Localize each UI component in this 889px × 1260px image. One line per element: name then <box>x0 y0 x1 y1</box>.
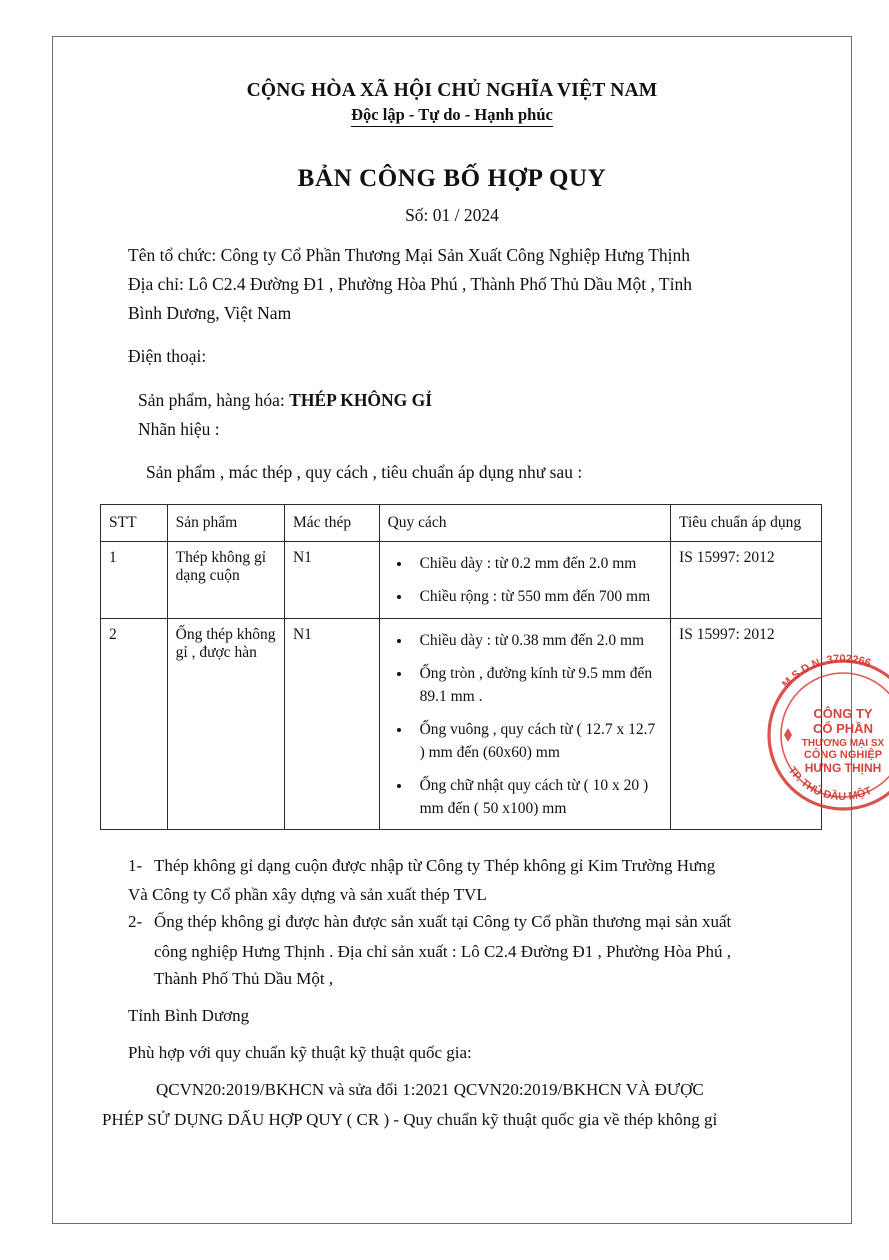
note-1 <box>128 852 810 879</box>
product-label: Sản phẩm, hàng hóa: <box>138 389 285 410</box>
note-2-continuation: công nghiệp Hưng Thịnh . Địa chỉ sản xuất : Lô C2.4 Đường Đ1 , Phường Hòa Phú , <box>154 941 731 961</box>
organization-value: Công ty Cổ Phần Thương Mại Sản Xuất Công Nghiệp Hưng Thịnh <box>220 245 691 265</box>
row1-product: Thép không gỉ dạng cuộn <box>167 541 284 618</box>
row2-grade: N1 <box>284 618 379 829</box>
row1-spec-item: • Chiều dày : từ 0.2 mm đến 2.0 mm <box>412 553 662 575</box>
national-header <box>94 80 810 127</box>
conformity-line1: QCVN20:2019/BKHCN và sửa đổi 1:2021 QCVN20:2019/BKHCN VÀ ĐƯỢC <box>156 1080 704 1100</box>
phone-line: Điện thoại: <box>128 346 207 367</box>
note-2-text: Ống thép không gỉ được hàn được sản xuất tại Công ty Cổ phần thương mại sản xuất <box>154 912 732 932</box>
page-title: BẢN CÔNG BỐ HỢP QUY <box>297 165 607 192</box>
row2-spec-item: • Ống chữ nhật quy cách từ ( 10 x 20 ) mm đến ( 50 x100) mm <box>412 775 662 820</box>
row1-grade: N1 <box>284 541 379 618</box>
document-number: Số: 01 / 2024 <box>405 205 499 225</box>
table-row <box>101 541 822 618</box>
specification-table <box>100 504 822 830</box>
table-header-standard: Tiêu chuẩn áp dụng <box>671 504 822 541</box>
national-header-line2: Độc lập - Tự do - Hạnh phúc <box>351 105 553 127</box>
row2-specs <box>379 618 670 829</box>
organization-line <box>94 242 810 269</box>
stamp-line5: HƯNG THỊNH <box>804 761 882 775</box>
address-label: Địa chỉ: <box>128 274 184 295</box>
address-line2: Bình Dương, Việt Nam <box>128 303 292 324</box>
address-line <box>94 271 810 298</box>
row2-spec-item: • Ống tròn , đường kính từ 9.5 mm đến 89.1 mm . <box>412 663 662 708</box>
row1-spec-item: • Chiều rộng : từ 550 mm đến 700 mm <box>412 586 662 608</box>
conformity-line2: PHÉP SỬ DỤNG DẤU HỢP QUY ( CR ) - Quy chuẩn kỹ thuật quốc gia về thép không gỉ <box>102 1109 718 1129</box>
product-line <box>94 387 810 414</box>
table-header-row <box>101 504 822 541</box>
document-content <box>72 56 832 1133</box>
row2-standard: IS 15997: 2012 <box>671 618 822 829</box>
stamp-outer-text: M.S.D.N: 3702266 <box>780 652 873 691</box>
row1-specs <box>379 541 670 618</box>
stamp-line3: THƯƠNG MẠI SX <box>801 738 885 749</box>
table-header-stt: STT <box>101 504 168 541</box>
brand-line: Nhãn hiệu : <box>138 418 220 439</box>
organization-label: Tên tổ chức: <box>128 245 217 265</box>
note-1-number: 1- <box>128 856 143 876</box>
row1-stt: 1 <box>101 541 168 618</box>
row1-standard: IS 15997: 2012 <box>671 541 822 618</box>
table-header-grade: Mác thép <box>284 504 379 541</box>
row2-spec-item: • Ống vuông , quy cách từ ( 12.7 x 12.7 ) mm đến (60x60) mm <box>412 719 662 764</box>
note-1-text: Thép không gỉ dạng cuộn được nhập từ Công ty Thép không gỉ Kim Trường Hưng <box>154 856 716 876</box>
note-2-number: 2- <box>128 912 143 932</box>
company-stamp <box>748 640 889 830</box>
table-header-product: Sản phẩm <box>167 504 284 541</box>
stamp-line4: CÔNG NGHIỆP <box>803 749 883 761</box>
stamp-line2: CỔ PHẦN <box>813 721 873 736</box>
stamp-bottom-text: TP. THỦ DẦU MỘT <box>785 764 874 804</box>
row2-spec-item: • Chiều dày : từ 0.38 mm đến 2.0 mm <box>412 630 662 652</box>
province-line: Tỉnh Bình Dương <box>128 1006 250 1026</box>
note-2 <box>128 908 810 935</box>
row2-product: Ống thép không gỉ , được hàn <box>167 618 284 829</box>
notes-section <box>94 852 810 992</box>
product-value: THÉP KHÔNG GỈ <box>289 389 433 410</box>
row2-stt: 2 <box>101 618 168 829</box>
stamp-line1: CÔNG TY <box>813 706 873 721</box>
svg-text:M.S.D.N: 3702266 <box>780 653 872 690</box>
address-value: Lô C2.4 Đường Đ1 , Phường Hòa Phú , Thành Phố Thủ Dầu Một , Tỉnh <box>188 274 692 295</box>
conformity-label: Phù hợp với quy chuẩn kỹ thuật kỹ thuật quốc gia: <box>128 1043 472 1063</box>
note-1-continuation: Và Công ty Cổ phần xây dựng và sản xuất thép TVL <box>128 885 487 905</box>
table-row <box>101 618 822 829</box>
national-header-line1: CỘNG HÒA XÃ HỘI CHỦ NGHĨA VIỆT NAM <box>246 80 658 101</box>
intro-line: Sản phẩm , mác thép , quy cách , tiêu chuẩn áp dụng như sau : <box>146 461 583 482</box>
table-header-spec: Quy cách <box>379 504 670 541</box>
note-2-continuation2: Thành Phố Thủ Dầu Một , <box>154 968 334 988</box>
